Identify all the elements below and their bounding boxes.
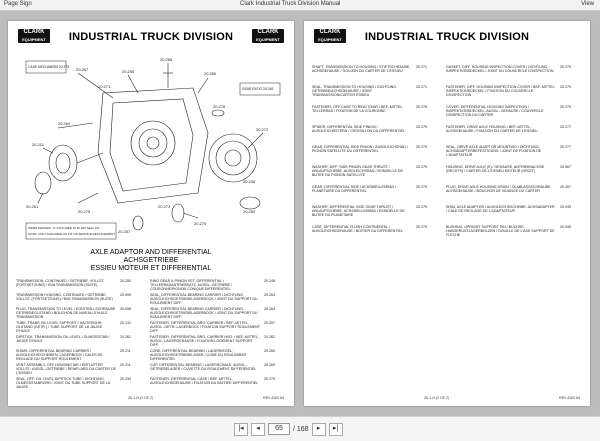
page-left: CLARK EQUIPMENT CLARK EQUIPMENT INDUSTRIAL TRUCK DIVISION 20.267 20.255 20.250 20.272 20.211 20.251 20.270 20.265 20.264 20.257 20.260 20.248 20.275 20.278 20.273 20.271 CASE MECHANISM 20.275 GEAR RATIO 20.248 ITEMS MARKED "A" INCLUDED IN 20.260 SEAL KIT NOTE: ONLY AVAILABLE AS KIT ON SERVICE REPLACEMENT AXLE ADAPTOR AND DIFFERENTIAL ACHSGETRIEBE ESSIEU MOTEUR ET DIFFERENTIAL TRANSMISSION, CONTINUED / GETRIEBE, VOLLST. (FORTSETZUNG) / BVA TRANSMISSION (SUITE) 20.250 RING GEAR & PINION SET, DIFFERENTIAL / TELLERRADANTRIEBSATZ, AUSGL.-GETRIEBE / COURONNE/PIGNON CONIQUE DIFFERENTIEL 20.248 TRANSMISSION HOUSING, CONTINUED / GETRIEBE, VOLLST. (FORTSETZUNG) / BVA TRANSMISSION (SUITE) 20.090 SEAL, DIFFERENTIAL BEARING CARRIER / DICHTUNG, AUSGLEICHSGETRIEBELAGERBOCK / JOINT DU SUPPORT DU ROULEMENT DIFF. 20.264 PLUG, TRANSMISSION TO LEVEL / KONTROLLSCHRAUBE GETRIEBEOLSTAND / BOUCHON DE NIVEAU D'HUILE TRANSMISSION 20.096 SEAL, DIFFERENTIAL BEARING CARRIER / DICHTUNG, AUSGLEICHSGETRIEBELAGERBOCK / JOINT DU SUPPORT DU ROULEMENT DIFF. 20.264 TUBE, TRANS OIL LEVEL SUPPORT / HALTEROHR, OLSTAND (GETR.) / TUBE SUPPORT DE LA JAUGE D'HUILE 20.131 FASTENER, DIFFERENTIAL BRG. CARRIER / BEF.-MITTEL, AUSGL.-GETR.-LAGERBOCK / FIXATION SUPPORT ROULEMENT DIFF. 20.257 DIPSTICK, TRANSMISSION OIL LEVEL / OLMESSSTAB / JAUGE D'HUILE 20.261 FASTENER, DIFFERENTIAL BRG. CARRIER HSG. / BEF.-MITTEL, AUSGL.-LAGERGEHAUSE / FIXATION LOGEMENT SUPPORT DIFF. 20.262 SHIMS, DIFFERENTIAL BEARING CARRIER / AUSGLEICHSSCHEIBEN, LAGERBOCK / CALES DE REGLAGE DU SUPPORT ROULEMENT 20.211 CONE, DIFFERENTIAL BEARING / LAGERKEGEL, AUSGLEICHSGETRIEBELAGER / CONE DU ROULEMENT DIFFERENTIEL 20.260 VENT ASSEMBLY, OFF HOUSING AIR / ENTLUFTER VOLLST., AUSGL.-GETRIEBE / RENIFLARD DU CARTER DE L'ESSIEU 20.211 CUP, DIFFERENTIAL BEARING / LAGERSCHALE, AUSGL.-GETRIEBELAGER / CUVETTE DU ROULEMENT DIFFERENTIEL 20.260 SEAL, OFF, OIL LEVEL DIPSTICK TUBE / DICHTUNG, OLMESSSTABROHR / JOINT DU TUBE SUPPORT DE LA JAUGE 20.234 FASTENER, DIFFERENTIAL CASE / BEF.-MITTEL, AUSGLEICHSGEHAUSE / FIXATION DU BOITIER DIFFERENTIEL 20.275 20-1-H (1 OF 2) REV AUG 84 — [8, 21, 294, 406]
callout: 20.273 — [158, 204, 171, 209]
note-box: CASE MECHANISM 20.275 — [28, 65, 70, 69]
first-page-icon[interactable]: |◂ — [234, 423, 248, 436]
callout: 20.257 — [118, 229, 131, 234]
clark-logo: CLARK EQUIPMENT — [314, 29, 346, 43]
page-total: / 168 — [293, 425, 309, 433]
callout: 20.270 — [194, 221, 207, 226]
pager — [234, 423, 343, 435]
last-page-icon[interactable]: ▸| — [329, 423, 343, 436]
callout: 20.271 — [98, 84, 111, 89]
callout: 20.275 — [78, 209, 91, 214]
callout: 20.251 — [26, 204, 39, 209]
callout: 20.248 — [243, 179, 256, 184]
prev-page-icon[interactable]: ◂ — [251, 423, 265, 436]
page-number: 20-1-H (2 OF 2) — [424, 396, 450, 400]
callout: 20.211 — [32, 142, 44, 147]
callout: 20.260 — [243, 209, 256, 214]
clark-logo: CLARK EQUIPMENT — [18, 29, 50, 43]
clark-logo-right: CLARK EQUIPMENT — [252, 29, 284, 43]
document-title: Clark Industrial Truck Division Manual — [240, 1, 341, 7]
page-navigation-bar — [0, 416, 600, 441]
page-right: CLARK EQUIPMENT INDUSTRIAL TRUCK DIVISION SHAFT, TRANSMISSION TO HOUSING / STIFTSCHRAUBE, ACHSGEHAUSE / GOUJON DU CARTER DE L'ESSIEU 20.271 GASKET, DIFF. HOUSING INSPECTION COVER / DICHTUNG, INSPEKTIONSDECKEL / JOINT DU COUVERCLE D'INSPECTION 20.270 SEAL, TRANSMISSION TO HOUSING / DICHTUNG, GETRIEBE/ACHSGEHAUSE / JOINT TRANSMISSION/CARTER ESSIEU 20.271 FASTENER, DIFF. HOUSING INSPECTION COVER / BEF.-MITTEL, INSPEKTIONSDECKEL / FIXATION DU COUVERCLE D'INSPECTION 20.270 FASTENER, OFF CASE TO RING GEAR / BEF.-MITTEL, TELLERRAD / FIXATION DE LA COURONNE 20.278 COVER, DIFFERENTIAL HOUSING INSPECTION / INSPEKTIONSDECKEL, AUSGL.-GEHAUSE / COUVERCLE D'INSPECTION DU CARTER 20.270 SPIDER, DIFFERENTIAL SIDE PINION / AUSGLEICHSSTERN / CROISILLON DU DIFFERENTIEL 20.275 FASTENER, DRIVE AXLE HOUSING / BEF.-MITTEL, ACHSGEHAUSE / FIXATION DU CARTER DE L'ESSIEU 20.277 GEAR, DIFFERENTIAL SIDE PINION / AUSGLEICHSRAD / PIGNON SATELLITE DU DIFFERENTIEL 20.275 SEAL, DRIVE AXLE ADAPTOR MOUNTING / DICHTUNG, ACHSADAPTERBEFESTIGUNG / JOINT DE FIXATION DE L'ADAPTATEUR 20.277 WASHER, DIFF. SIDE PINION GEAR THRUST / ANLAUFSCHEIBE, AUSGLEICHSRAD / RONDELLE DE BUTEE DU PIGNON SATELLITE 20.275 HOUSING, DRIVE AXLE (S) / GEHAUSE, ANTRIEBSACHSE (RECHTS) / CARTER DE L'ESSIEU MOTEUR (DROIT) 20.067 GEAR, DIFFERENTIAL SIDE / ACHSWELLENRAD / PLANETAIRE DU DIFFERENTIEL 20.275 PLUG, DRIVE AXLE HOUSING DRAIN / OLABLASSSCHRAUBE, ACHSGEHAUSE / BOUCHON DE VIDANGE DU CARTER 20.407 WASHER, DIFFERENTIAL SIDE GEAR THRUST / ANLAUFSCHEIBE, ACHSWELLENRAD / RONDELLE DE BUTEE DU PLANETAIRE 20.275 SHIM, AXLE ADAPTOR / AUSGLEICHSSCHEIBE, ACHSADAPTER / CALE DE REGLAGE DE L'ADAPTATEUR 20.045 CASE, DIFFERENTIAL FLUSH CONTINENTAL / AUSGLEICHSGEHAUSE / BOITIER DU DIFFERENTIEL 20.275 BUSHING, UPRIGHT SUPPORT PIN / BUCHSE, HUBGERUSTLAGERBOLZEN / DOUILLE DE L'AXE SUPPORT DE FLECHE 20.045 20-1-H (2 OF 2) REV AUG 84 — [304, 21, 590, 406]
page-title: INDUSTRIAL TRUCK DIVISION — [68, 31, 234, 43]
callout: 20.250 — [204, 71, 217, 76]
callout: 20.264 — [58, 121, 71, 126]
toolbar-left-label[interactable]: Page Sign — [4, 1, 32, 7]
callout: 20.265 — [160, 57, 173, 62]
next-page-icon[interactable]: ▸ — [312, 423, 326, 436]
revision-date: REV AUG 84 — [559, 396, 580, 400]
toolbar-view-menu[interactable]: View — [581, 1, 594, 7]
note-box: ITEMS MARKED "A" INCLUDED IN 20.260 SEAL KIT — [28, 226, 100, 230]
figure-caption: AXLE ADAPTOR AND DIFFERENTIAL ACHSGETRIEBE ESSIEU MOTEUR ET DIFFERENTIAL — [90, 249, 212, 272]
callout: 20.255 — [122, 69, 135, 74]
note-box: NOTE: ONLY AVAILABLE AS KIT ON SERVICE REPLACEMENT — [28, 232, 116, 236]
document-viewer[interactable] — [0, 11, 600, 416]
callout: 20.278 — [213, 104, 226, 109]
callout: 20.267 — [76, 67, 89, 72]
note-box: GEAR RATIO 20.248 — [242, 87, 274, 91]
viewer-toolbar — [0, 0, 600, 11]
page-number-input[interactable]: 65 — [268, 423, 290, 435]
page-title: INDUSTRIAL TRUCK DIVISION — [364, 31, 530, 43]
page-number: 20-1-H (1 OF 2) — [128, 396, 154, 400]
callout: 20.272 — [256, 127, 269, 132]
revision-date: REV AUG 84 — [263, 396, 284, 400]
exploded-view-drawing — [18, 53, 284, 243]
